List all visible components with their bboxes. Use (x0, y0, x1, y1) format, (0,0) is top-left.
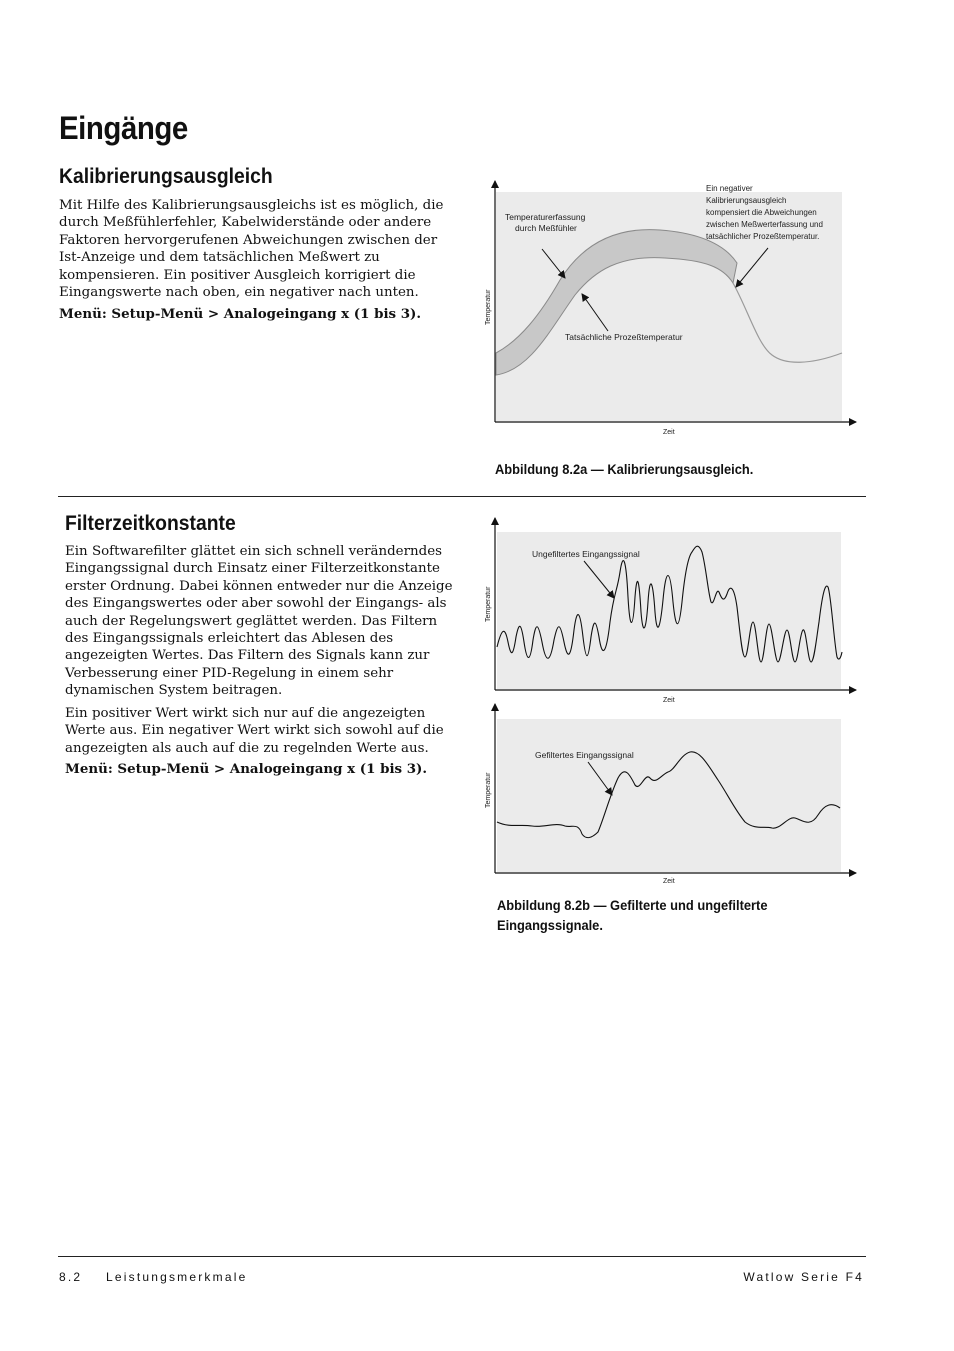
callout-negative-line4: zwischen Meßwerterfassung und (706, 220, 823, 229)
bottom-x-axis-label: Zeit (663, 878, 675, 885)
callout-filtered: Gefiltertes Eingangssignal (535, 750, 634, 760)
figure-b-caption: Abbildung 8.2b — Gefilterte und ungefilterte Eingangssignale. (497, 897, 768, 933)
plot-background (497, 719, 841, 872)
callout-unfiltered: Ungefiltertes Eingangssignal (532, 549, 640, 559)
top-x-axis-label: Zeit (663, 697, 675, 704)
footer-page-number: 8.2 (59, 1270, 83, 1284)
calibration-menu-path: Menü: Setup-Menü > Analogeingang x (1 bis 3). (59, 306, 422, 322)
filter-paragraph-1: Ein Softwarefilter glättet ein sich schnell veränderndes Eingangssignal durch Einsatz einer Filterzeitkonstante erster Ordnung. Dabei können entweder nur die Anzeige des Eingangswertes oder aber sowohl der Eingangs- als auch der Regelungswert geglättet werden. Das Filtern des Eingangssignals erleichtert das Ablesen des angezeigten Wertes. Das Filtern des Signals kann zur Verbesserung einer PID-Regelung in einem sehr dynamischen System beitragen. (65, 544, 453, 699)
callout-sensor-line2: durch Meßfühler (515, 223, 577, 233)
footer-divider (58, 1256, 866, 1257)
callout-negative-line2: Kalibrierungsausgleich (706, 196, 787, 205)
footer-section: Leistungsmerkmale (106, 1270, 248, 1284)
filter-menu-path: Menü: Setup-Menü > Analogeingang x (1 bis 3). (65, 761, 428, 777)
figure-filtered-signal (480, 700, 870, 890)
figure-unfiltered-signal (480, 512, 870, 707)
section-heading-filter: Filterzeitkonstante (65, 512, 236, 535)
filter-paragraph-2: Ein positiver Wert wirkt sich nur auf die angezeigten Werte aus. Ein negativer Wert wirkt sich sowohl auf die angezeigten als auch auf die zu regelnden Werte aus. (65, 706, 444, 756)
callout-sensor-line1: Temperaturerfassung (505, 212, 586, 222)
section-heading-calibration: Kalibrierungsausgleich (59, 165, 273, 188)
top-y-axis-label: Temperatur (485, 586, 492, 622)
page-title: Eingänge (59, 110, 188, 146)
bottom-y-axis-label: Temperatur (485, 772, 492, 808)
footer-product: Watlow Serie F4 (743, 1270, 864, 1284)
callout-negative-line1: Ein negativer (706, 184, 753, 193)
calibration-paragraph: Mit Hilfe des Kalibrierungsausgleichs ist es möglich, die durch Meßfühlerfehler, Kabelwiderstände oder andere Faktoren hervorgerufenen Abweichungen zwischen der Ist-Anzeige und dem tatsächlichen Meßwert zu kompensieren. Ein positiver Ausgleich korrigiert die Eingangswerte nach oben, ein negativer nach unten. (59, 198, 444, 301)
x-axis-label: Zeit (663, 429, 675, 436)
figure-calibration-offset (480, 175, 870, 440)
figure-a-caption: Abbildung 8.2a — Kalibrierungsausgleich. (495, 461, 754, 477)
callout-negative-line5: tatsächlicher Prozeßtemperatur. (706, 232, 820, 241)
section-divider (58, 496, 866, 497)
callout-negative-line3: kompensiert die Abweichungen (706, 208, 817, 217)
callout-actual: Tatsächliche Prozeßtemperatur (565, 332, 683, 342)
y-axis-label: Temperatur (485, 289, 492, 325)
